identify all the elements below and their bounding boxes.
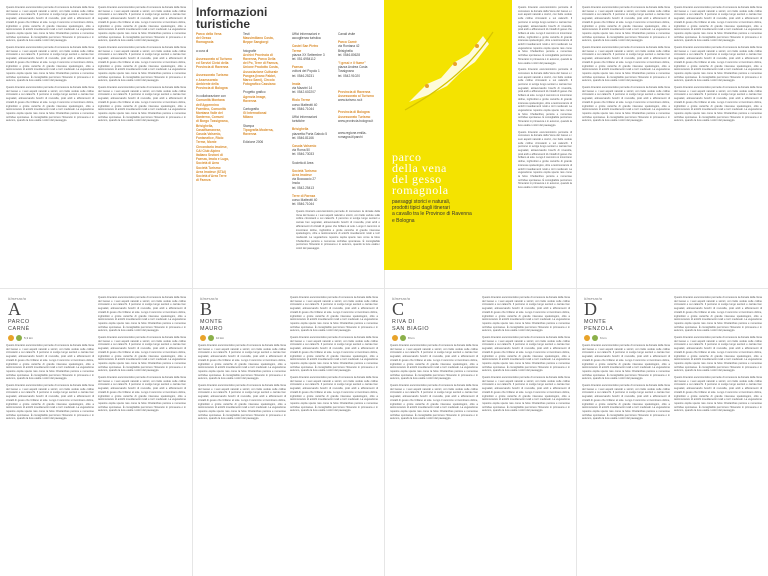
hiking-icon — [584, 335, 590, 341]
info-line: Terme, Monte — [196, 140, 217, 145]
info-line: Progetto grafico — [243, 90, 266, 95]
text-column: Questo itinerario escursionistico permette di conoscere la dorsale della Vena del Gesso e i suoi aspetti naturali e storici, con belle vedute sulle colline circostanti e sui calanchi. Il percorso si svolge lungo sentieri e carraie ben segnalati, attraversando boschi di roverella, prati aridi e affioramenti di cristalli di gesso che brillano al sole. Lungo il cammino si incontrano doline, inghiottitoi e grotte carsiche di grande interesse speleologico, oltre a testimonianze di antichi insediamenti rurali e torri medievali. La vegetazione rupestre ospita specie rare come la felce Cheilanthes persica e numerose orchidee spontanee. È consigliabile percorrere l'itinerario in primavera o in autunno, quando la luce esalta i colori del paesaggio. Questo itinerario escursionistico permette di conoscere la dorsale della Vena del Gesso e i suoi aspetti naturali e storici, con belle vedute sulle colline circostanti e sui calanchi. Il percorso si svolge lungo sentieri e carraie ben segnalati, attraversando boschi di roverella, prati aridi e affioramenti di cristalli di gesso che brillano al sole. Lungo il cammino si incontrano doline, inghiottitoi e grotte carsiche di grande interesse speleologico, oltre a testimonianze di antichi insediamenti rurali e torri medievali. La vegetazione rupestre ospita specie rare come la felce Cheilanthes persica e numerose orchidee spontanee. È consigliabile percorrere l'itinerario in primavera o in autunno, quando la luce esalta i colori del paesaggio. — [582, 344, 670, 421]
hiking-icon — [200, 335, 206, 341]
info-line: Assessorato al Turismo — [338, 94, 374, 99]
info-line: Uffici informazioni e — [292, 32, 320, 36]
info-line: Ravenna — [243, 98, 257, 103]
info-line: piazza XX Settembre 3 — [292, 52, 325, 57]
info-line: in collaborazione con — [196, 94, 226, 99]
info-line: Beppe Sangiorgi — [243, 40, 269, 45]
info-line: Imola — [292, 181, 300, 186]
text-column: Questo itinerario escursionistico permette di conoscere la dorsale della Vena del Gesso e i suoi aspetti naturali e storici, con belle vedute sulle colline circostanti e sui calanchi. Il percorso si svolge lungo sentieri e carraie ben segnalati, attraversando boschi di roverella, prati aridi e affioramenti di cristalli di gesso che brillano al sole. Lungo il cammino si incontrano doline, inghiottitoi e grotte carsiche di grande interesse speleologico, oltre a testimonianze di antichi insediamenti rurali e torri medievali. La vegetazione rupestre ospita specie rare come la felce Cheilanthes persica e numerose orchidee spontanee. È consigliabile percorrere l'itinerario in primavera o in autunno, quando la luce esalta i colori del paesaggio. Questo itinerario escursionistico permette di conoscere la dorsale della Vena del Gesso e i suoi aspetti naturali e storici, con belle vedute sulle colline circostanti e sui calanchi. Il percorso si svolge lungo sentieri e carraie ben segnalati, attraversando boschi di roverella, prati aridi e affioramenti di cristalli di gesso che brillano al sole. Lungo il cammino si incontrano doline, inghiottitoi e grotte carsiche di grande interesse speleologico, oltre a testimonianze di antichi insediamenti rurali e torri medievali. La vegetazione rupestre ospita specie rare come la felce Cheilanthes persica e numerose orchidee spontanee. È consigliabile percorrere l'itinerario in primavera o in autunno, quando la luce esalta i colori del paesaggio. Questo itinerario escursionistico permette di conoscere la dorsale della Vena del Gesso e i suoi aspetti naturali e storici, con belle vedute sulle colline circostanti e sui calanchi. Il percorso si svolge lungo sentieri e carraie ben segnalati, attraversando boschi di roverella, prati aridi e affioramenti di cristalli di gesso che brillano al sole. Lungo il cammino si incontrano doline, inghiottitoi e grotte carsiche di grande interesse speleologico, oltre a testimonianze di antichi insediamenti rurali e torri medievali. La vegetazione rupestre ospita specie rare come la felce Cheilanthes persica e numerose orchidee spontanee. È consigliabile percorrere l'itinerario in primavera o in autunno, quando la luce esalta i colori del paesaggio. — [674, 296, 762, 413]
text-column: Questo itinerario escursionistico permette di conoscere la dorsale della Vena del Gesso e i suoi aspetti naturali e storici, con belle vedute sulle colline circostanti e sui calanchi. Il percorso si svolge lungo sentieri e carraie ben segnalati, attraversando boschi di roverella, prati aridi e affioramenti di cristalli di gesso che brillano al sole. Lungo il cammino si incontrano doline, inghiottitoi e grotte carsiche di grande interesse speleologico, oltre a testimonianze di antichi insediamenti rurali e torri medievali. La vegetazione rupestre ospita specie rare come la felce Cheilanthes persica e numerose orchidee spontanee. È consigliabile percorrere l'itinerario in primavera o in autunno, quando la luce esalta i colori del paesaggio. Questo itinerario escursionistico permette di conoscere la dorsale della Vena del Gesso e i suoi aspetti naturali e storici, con belle vedute sulle colline circostanti e sui calanchi. Il percorso si svolge lungo sentieri e carraie ben segnalati, attraversando boschi di roverella, prati aridi e affioramenti di cristalli di gesso che brillano al sole. Lungo il cammino si incontrano doline, inghiottitoi e grotte carsiche di grande interesse speleologico, oltre a testimonianze di antichi insediamenti rurali e torri medievali. La vegetazione rupestre ospita specie rare come la felce Cheilanthes persica e numerose orchidee spontanee. È consigliabile percorrere l'itinerario in primavera o in autunno, quando la luce esalta i colori del paesaggio. Questo itinerario escursionistico permette di conoscere la dorsale della Vena del Gesso e i suoi aspetti naturali e storici, con belle vedute sulle colline circostanti e sui calanchi. Il percorso si svolge lungo sentieri e carraie ben segnalati, attraversando boschi di roverella, prati aridi e affioramenti di cristalli di gesso che brillano al sole. Lungo il cammino si incontrano doline, inghiottitoi e grotte carsiche di grande interesse speleologico, oltre a testimonianze di antichi insediamenti rurali e torri medievali. La vegetazione rupestre ospita specie rare come la felce Cheilanthes persica e numerose orchidee spontanee. È consigliabile percorrere l'itinerario in primavera o in autunno, quando la luce esalta i colori del paesaggio. — [6, 6, 94, 123]
text-column: Questo itinerario escursionistico permette di conoscere la dorsale della Vena del Gesso e i suoi aspetti naturali e storici, con belle vedute sulle colline circostanti e sui calanchi. Il percorso si svolge lungo sentieri e carraie ben segnalati, attraversando boschi di roverella, prati aridi e affioramenti di cristalli di gesso che brillano al sole. Lungo il cammino si incontrano doline, inghiottitoi e grotte carsiche di grande interesse speleologico, oltre a testimonianze di antichi insediamenti rurali e torri medievali. La vegetazione rupestre ospita specie rare come la felce Cheilanthes persica e numerose orchidee spontanee. È consigliabile percorrere l'itinerario in primavera o in autunno, quando la luce esalta i colori del paesaggio. Questo itinerario escursionistico permette di conoscere la dorsale della Vena del Gesso e i suoi aspetti naturali e storici, con belle vedute sulle colline circostanti e sui calanchi. Il percorso si svolge lungo sentieri e carraie ben segnalati, attraversando boschi di roverella, prati aridi e affioramenti di cristalli di gesso che brillano al sole. Lungo il cammino si incontrano doline, inghiottitoi e grotte carsiche di grande interesse speleologico, oltre a testimonianze di antichi insediamenti rurali e torri medievali. La vegetazione rupestre ospita specie rare come la felce Cheilanthes persica e numerose orchidee spontanee. È consigliabile percorrere l'itinerario in primavera o in autunno, quando la luce esalta i colori del paesaggio. Questo itinerario escursionistico permette di conoscere la dorsale della Vena del Gesso e i suoi aspetti naturali e storici, con belle vedute sulle colline circostanti e sui calanchi. Il percorso si svolge lungo sentieri e carraie ben segnalati, attraversando boschi di roverella, prati aridi e affioramenti di cristalli di gesso che brillano al sole. Lungo il cammino si incontrano doline, inghiottitoi e grotte carsiche di grande interesse speleologico, oltre a testimonianze di antichi insediamenti rurali e torri medievali. La vegetazione rupestre ospita specie rare come la felce Cheilanthes persica e numerose orchidee spontanee. È consigliabile percorrere l'itinerario in primavera o in autunno, quando la luce esalta i colori del paesaggio. — [98, 6, 186, 123]
nature-icon — [592, 335, 598, 341]
info-line: di Faenza — [196, 178, 211, 183]
cover-subtitle: paesaggi storici e naturali, prodotti tipici dagli itinerari a cavallo tra le Province di Ravenna e Bologna — [392, 199, 472, 224]
info-line: www.provincia.bologna.it — [338, 118, 374, 123]
info-line: Romagnola — [196, 40, 214, 45]
fold-line — [0, 288, 768, 289]
info-line: Società Turismo — [292, 168, 317, 173]
info-line: Società di Area — [196, 161, 219, 166]
info-line: Società di Area — [292, 160, 314, 165]
info-line: via Roma 50 — [292, 148, 310, 153]
info-line: via Rontana 42 — [338, 44, 360, 49]
info-line: Marco Sami), Circolo — [243, 78, 275, 83]
info-line: tel. 0542.602207 — [292, 90, 316, 95]
text-column: Questo itinerario escursionistico permette di conoscere la dorsale della Vena del Gesso e i suoi aspetti naturali e storici, con belle vedute sulle colline circostanti e sui calanchi. Il percorso si svolge lungo sentieri e carraie ben segnalati, attraversando boschi di roverella, prati aridi e affioramenti di cristalli di gesso che brillano al sole. Lungo il cammino si incontrano doline, inghiottitoi e grotte carsiche di grande interesse speleologico, oltre a testimonianze di antichi insediamenti rurali e torri medievali. La vegetazione rupestre ospita specie rare come la felce Cheilanthes persica e numerose orchidee spontanee. È consigliabile percorrere l'itinerario in primavera o in autunno, quando la luce esalta i colori del paesaggio. Questo itinerario escursionistico permette di conoscere la dorsale della Vena del Gesso e i suoi aspetti naturali e storici, con belle vedute sulle colline circostanti e sui calanchi. Il percorso si svolge lungo sentieri e carraie ben segnalati, attraversando boschi di roverella, prati aridi e affioramenti di cristalli di gesso che brillano al sole. Lungo il cammino si incontrano doline, inghiottitoi e grotte carsiche di grande interesse speleologico, oltre a testimonianze di antichi insediamenti rurali e torri medievali. La vegetazione rupestre ospita specie rare come la felce Cheilanthes persica e numerose orchidee spontanee. È consigliabile percorrere l'itinerario in primavera o in autunno, quando la luce esalta i colori del paesaggio. Questo itinerario escursionistico permette di conoscere la dorsale della Vena del Gesso e i suoi aspetti naturali e storici, con belle vedute sulle colline circostanti e sui calanchi. Il percorso si svolge lungo sentieri e carraie ben segnalati, attraversando boschi di roverella, prati aridi e affioramenti di cristalli di gesso che brillano al sole. Lungo il cammino si incontrano doline, inghiottitoi e grotte carsiche di grande interesse speleologico, oltre a testimonianze di antichi insediamenti rurali e torri medievali. La vegetazione rupestre ospita specie rare come la felce Cheilanthes persica e numerose orchidee spontanee. È consigliabile percorrere l'itinerario in primavera o in autunno, quando la luce esalta i colori del paesaggio. — [518, 6, 572, 190]
nature-icon — [16, 335, 22, 341]
info-line: accoglienza turistica — [292, 36, 321, 41]
text-column: Questo itinerario escursionistico permette di conoscere la dorsale della Vena del Gesso e i suoi aspetti naturali e storici, con belle vedute sulle colline circostanti e sui calanchi. Il percorso si svolge lungo sentieri e carraie ben segnalati, attraversando boschi di roverella, prati aridi e affioramenti di cristalli di gesso che brillano al sole. Lungo il cammino si incontrano doline, inghiottitoi e grotte carsiche di grande interesse speleologico, oltre a testimonianze di antichi insediamenti rurali e torri medievali. La vegetazione rupestre ospita specie rare come la felce Cheilanthes persica e numerose orchidee spontanee. È consigliabile percorrere l'itinerario in primavera o in autunno, quando la luce esalta i colori del paesaggio. Questo itinerario escursionistico permette di conoscere la dorsale della Vena del Gesso e i suoi aspetti naturali e storici, con belle vedute sulle colline circostanti e sui calanchi. Il percorso si svolge lungo sentieri e carraie ben segnalati, attraversando boschi di roverella, prati aridi e affioramenti di cristalli di gesso che brillano al sole. Lungo il cammino si incontrano doline, inghiottitoi e grotte carsiche di grande interesse speleologico, oltre a testimonianze di antichi insediamenti rurali e torri medievali. La vegetazione rupestre ospita specie rare come la felce Cheilanthes persica e numerose orchidee spontanee. È consigliabile percorrere l'itinerario in primavera o in autunno, quando la luce esalta i colori del paesaggio. — [390, 344, 478, 421]
info-line: Associazione Culturale — [243, 69, 279, 74]
info-line: Assessorato Turismo — [338, 114, 371, 119]
info-line: Montana Valle del — [196, 111, 223, 116]
hiking-icon — [8, 335, 14, 341]
info-line: tel. 0546.81166 — [292, 135, 314, 140]
info-line: Ravenna — [243, 132, 257, 137]
info-line: tel. 0546.80628 — [338, 52, 360, 57]
info-line: Terme — [292, 48, 302, 53]
info-line: Agenzia Image, — [243, 94, 267, 99]
info-line: Assessorato Turismo — [196, 73, 229, 78]
info-line: Provincia di Bologna — [338, 110, 370, 115]
text-column: Questo itinerario escursionistico permette di conoscere la dorsale della Vena del Gesso e i suoi aspetti naturali e storici, con belle vedute sulle colline circostanti e sui calanchi. Il percorso si svolge lungo sentieri e carraie ben segnalati, attraversando boschi di roverella, prati aridi e affioramenti di cristalli di gesso che brillano al sole. Lungo il cammino si incontrano doline, inghiottitoi e grotte carsiche di grande interesse speleologico, oltre a testimonianze di antichi insediamenti rurali e torri medievali. La vegetazione rupestre ospita specie rare come la felce Cheilanthes persica e numerose orchidee spontanee. È consigliabile percorrere l'itinerario in primavera o in autunno, quando la luce esalta i colori del paesaggio. Questo itinerario escursionistico permette di conoscere la dorsale della Vena del Gesso e i suoi aspetti naturali e storici, con belle vedute sulle colline circostanti e sui calanchi. Il percorso si svolge lungo sentieri e carraie ben segnalati, attraversando boschi di roverella, prati aridi e affioramenti di cristalli di gesso che brillano al sole. Lungo il cammino si incontrano doline, inghiottitoi e grotte carsiche di grande interesse speleologico, oltre a testimonianze di antichi insediamenti rurali e torri medievali. La vegetazione rupestre ospita specie rare come la felce Cheilanthes persica e numerose orchidee spontanee. È consigliabile percorrere l'itinerario in primavera o in autunno, quando la luce esalta i colori del paesaggio. — [6, 344, 94, 421]
info-column — [196, 32, 240, 183]
hiking-icon — [392, 335, 398, 341]
info-line: Circondario Imolese, — [196, 144, 228, 149]
nature-icon — [208, 335, 214, 341]
text-column: Questo itinerario escursionistico permette di conoscere la dorsale della Vena del Gesso e i suoi aspetti naturali e storici, con belle vedute sulle colline circostanti e sui calanchi. Il percorso si svolge lungo sentieri e carraie ben segnalati, attraversando boschi di roverella, prati aridi e affioramenti di cristalli di gesso che brillano al sole. Lungo il cammino si incontrano doline, inghiottitoi e grotte carsiche di grande interesse speleologico, oltre a testimonianze di antichi insediamenti rurali e torri medievali. La vegetazione rupestre ospita specie rare come la felce Cheilanthes persica e numerose orchidee spontanee. È consigliabile percorrere l'itinerario in primavera o in autunno, quando la luce esalta i colori del paesaggio. Questo itinerario escursionistico permette di conoscere la dorsale della Vena del Gesso e i suoi aspetti naturali e storici, con belle vedute sulle colline circostanti e sui calanchi. Il percorso si svolge lungo sentieri e carraie ben segnalati, attraversando boschi di roverella, prati aridi e affioramenti di cristalli di gesso che brillano al sole. Lungo il cammino si incontrano doline, inghiottitoi e grotte carsiche di grande interesse speleologico, oltre a testimonianze di antichi insediamenti rurali e torri medievali. La vegetazione rupestre ospita specie rare come la felce Cheilanthes persica e numerose orchidee spontanee. È consigliabile percorrere l'itinerario in primavera o in autunno, quando la luce esalta i colori del paesaggio. Questo itinerario escursionistico permette di conoscere la dorsale della Vena del Gesso e i suoi aspetti naturali e storici, con belle vedute sulle colline circostanti e sui calanchi. Il percorso si svolge lungo sentieri e carraie ben segnalati, attraversando boschi di roverella, prati aridi e affioramenti di cristalli di gesso che brillano al sole. Lungo il cammino si incontrano doline, inghiottitoi e grotte carsiche di grande interesse speleologico, oltre a testimonianze di antichi insediamenti rurali e torri medievali. La vegetazione rupestre ospita specie rare come la felce Cheilanthes persica e numerose orchidee spontanee. È consigliabile percorrere l'itinerario in primavera o in autunno, quando la luce esalta i colori del paesaggio. — [290, 296, 378, 413]
cover-title: parco della vena del gesso romagnola — [392, 150, 449, 197]
info-line: Società d'Area Terre — [196, 174, 227, 179]
info-line: Castel San Pietro — [292, 44, 319, 49]
info-line: Casalfiumanese, — [196, 127, 222, 132]
info-line: Ambiente della — [196, 81, 219, 86]
info-line: Faenza, Imola e Lugo, — [196, 157, 230, 162]
info-line: Terre di Faenza — [292, 193, 316, 198]
info-line: Cartografia — [243, 107, 259, 112]
info-line: Italiano Sezioni di — [196, 153, 223, 158]
info-line: Provincia di Ravenna — [196, 65, 229, 70]
info-line: del Po, Terre di Faenza, — [243, 61, 279, 66]
route-heading-d: itinerario D MONTE PENZOLA 6 km — [584, 296, 614, 340]
info-line: tel. 0542.25413 — [292, 185, 314, 190]
info-line: voltoni del Popolo 1 — [292, 69, 320, 74]
info-line: CAI Club Alpino — [196, 148, 221, 153]
info-line: Riolo Terme — [292, 98, 311, 103]
info-line: GI International — [243, 111, 267, 116]
info-line: corso Matteotti 40 — [292, 198, 318, 203]
info-line: Provincia di Ravenna — [338, 89, 371, 94]
info-line: turistiche — [292, 119, 305, 124]
route-heading-a: itinerario A PARCO CARNÈ 5,3 km — [8, 296, 34, 340]
info-line: Canali visite — [338, 32, 356, 36]
info-line: tel. 0542.91020 — [338, 73, 360, 78]
text-column: Questo itinerario escursionistico permette di conoscere la dorsale della Vena del Gesso e i suoi aspetti naturali e storici, con belle vedute sulle colline circostanti e sui calanchi. Il percorso si svolge lungo sentieri e carraie ben segnalati, attraversando boschi di roverella, prati aridi e affioramenti di cristalli di gesso che brillano al sole. Lungo il cammino si incontrano doline, inghiottitoi e grotte carsiche di grande interesse speleologico, oltre a testimonianze di antichi insediamenti rurali e torri medievali. La vegetazione rupestre ospita specie rare come la felce Cheilanthes persica e numerose orchidee spontanee. È consigliabile percorrere l'itinerario in primavera o in autunno, quando la luce esalta i colori del paesaggio. Questo itinerario escursionistico permette di conoscere la dorsale della Vena del Gesso e i suoi aspetti naturali e storici, con belle vedute sulle colline circostanti e sui calanchi. Il percorso si svolge lungo sentieri e carraie ben segnalati, attraversando boschi di roverella, prati aridi e affioramenti di cristalli di gesso che brillano al sole. Lungo il cammino si incontrano doline, inghiottitoi e grotte carsiche di grande interesse speleologico, oltre a testimonianze di antichi insediamenti rurali e torri medievali. La vegetazione rupestre ospita specie rare come la felce Cheilanthes persica e numerose orchidee spontanee. È consigliabile percorrere l'itinerario in primavera o in autunno, quando la luce esalta i colori del paesaggio. Questo itinerario escursionistico permette di conoscere la dorsale della Vena del Gesso e i suoi aspetti naturali e storici, con belle vedute sulle colline circostanti e sui calanchi. Il percorso si svolge lungo sentieri e carraie ben segnalati, attraversando boschi di roverella, prati aridi e affioramenti di cristalli di gesso che brillano al sole. Lungo il cammino si incontrano doline, inghiottitoi e grotte carsiche di grande interesse speleologico, oltre a testimonianze di antichi insediamenti rurali e torri medievali. La vegetazione rupestre ospita specie rare come la felce Cheilanthes persica e numerose orchidee spontanee. È consigliabile percorrere l'itinerario in primavera o in autunno, quando la luce esalta i colori del paesaggio. — [98, 296, 186, 413]
info-line: Brisighella — [338, 48, 353, 53]
info-line: Uffici informazioni — [292, 115, 318, 120]
info-line: Archivi Provincia di — [243, 52, 273, 57]
info-line: Unione Prodotto Costa, — [243, 65, 279, 70]
info-line: Area Imolese (STAI) — [196, 169, 226, 174]
info-line: e Assessorato — [196, 77, 218, 82]
info-line: fotografie — [243, 48, 257, 53]
info-line: Brisighella, — [196, 123, 214, 128]
info-line: via Boccaccio 27 — [292, 177, 316, 182]
info-line: tel. 051.6954112 — [292, 57, 316, 62]
info-line: piazza Andrea Costa — [338, 65, 368, 70]
info-line: Parco della Vena — [196, 32, 222, 36]
info-line: tel. 0546.71044 — [292, 106, 314, 111]
info-line: tel. 0546.25231 — [292, 73, 314, 78]
info-line: Casola Valsenio — [292, 144, 317, 149]
text-column: Questo itinerario escursionistico permette di conoscere la dorsale della Vena del Gesso e i suoi aspetti naturali e storici, con belle vedute sulle colline circostanti e sui calanchi. Il percorso si svolge lungo sentieri e carraie ben segnalati, attraversando boschi di roverella, prati aridi e affioramenti di cristalli di gesso che brillano al sole. Lungo il cammino si incontrano doline, inghiottitoi e grotte carsiche di grande interesse speleologico, oltre a testimonianze di antichi insediamenti rurali e torri medievali. La vegetazione rupestre ospita specie rare come la felce Cheilanthes persica e numerose orchidee spontanee. È consigliabile percorrere l'itinerario in primavera o in autunno, quando la luce esalta i colori del paesaggio. Questo itinerario escursionistico permette di conoscere la dorsale della Vena del Gesso e i suoi aspetti naturali e storici, con belle vedute sulle colline circostanti e sui calanchi. Il percorso si svolge lungo sentieri e carraie ben segnalati, attraversando boschi di roverella, prati aridi e affioramenti di cristalli di gesso che brillano al sole. Lungo il cammino si incontrano doline, inghiottitoi e grotte carsiche di grande interesse speleologico, oltre a testimonianze di antichi insediamenti rurali e torri medievali. La vegetazione rupestre ospita specie rare come la felce Cheilanthes persica e numerose orchidee spontanee. È consigliabile percorrere l'itinerario in primavera o in autunno, quando la luce esalta i colori del paesaggio. Questo itinerario escursionistico permette di conoscere la dorsale della Vena del Gesso e i suoi aspetti naturali e storici, con belle vedute sulle colline circostanti e sui calanchi. Il percorso si svolge lungo sentieri e carraie ben segnalati, attraversando boschi di roverella, prati aridi e affioramenti di cristalli di gesso che brillano al sole. Lungo il cammino si incontrano doline, inghiottitoi e grotte carsiche di grande interesse speleologico, oltre a testimonianze di antichi insediamenti rurali e torri medievali. La vegetazione rupestre ospita specie rare come la felce Cheilanthes persica e numerose orchidee spontanee. È consigliabile percorrere l'itinerario in primavera o in autunno, quando la luce esalta i colori del paesaggio. — [482, 296, 570, 413]
info-column — [243, 32, 289, 144]
info-line: Faenza — [292, 65, 303, 70]
text-column: Questo itinerario escursionistico permette di conoscere la dorsale della Vena del Gesso e i suoi aspetti naturali e storici, con belle vedute sulle colline circostanti e sui calanchi. Il percorso si svolge lungo sentieri e carraie ben segnalati, attraversando boschi di roverella, prati aridi e affioramenti di cristalli di gesso che brillano al sole. Lungo il cammino si incontrano doline, inghiottitoi e grotte carsiche di grande interesse speleologico, oltre a testimonianze di antichi insediamenti rurali e torri medievali. La vegetazione rupestre ospita specie rare come la felce Cheilanthes persica e numerose orchidee spontanee. È consigliabile percorrere l'itinerario in primavera o in autunno, quando la luce esalta i colori del paesaggio. — [296, 210, 380, 251]
info-line: Ravenna, Parco Della — [243, 57, 276, 62]
info-line: via Mazzini 14 — [292, 86, 313, 91]
info-line: di Borgo Tossignano, — [196, 119, 229, 124]
info-line: Testi — [243, 32, 250, 36]
info-line: Faentino, Comunità — [196, 106, 226, 111]
info-line: Area Imolese — [292, 173, 312, 178]
info-line: Fontanelice, Riolo — [196, 136, 224, 141]
text-column: Questo itinerario escursionistico permette di conoscere la dorsale della Vena del Gesso e i suoi aspetti naturali e storici, con belle vedute sulle colline circostanti e sui calanchi. Il percorso si svolge lungo sentieri e carraie ben segnalati, attraversando boschi di roverella, prati aridi e affioramenti di cristalli di gesso che brillano al sole. Lungo il cammino si incontrano doline, inghiottitoi e grotte carsiche di grande interesse speleologico, oltre a testimonianze di antichi insediamenti rurali e torri medievali. La vegetazione rupestre ospita specie rare come la felce Cheilanthes persica e numerose orchidee spontanee. È consigliabile percorrere l'itinerario in primavera o in autunno, quando la luce esalta i colori del paesaggio. Questo itinerario escursionistico permette di conoscere la dorsale della Vena del Gesso e i suoi aspetti naturali e storici, con belle vedute sulle colline circostanti e sui calanchi. Il percorso si svolge lungo sentieri e carraie ben segnalati, attraversando boschi di roverella, prati aridi e affioramenti di cristalli di gesso che brillano al sole. Lungo il cammino si incontrano doline, inghiottitoi e grotte carsiche di grande interesse speleologico, oltre a testimonianze di antichi insediamenti rurali e torri medievali. La vegetazione rupestre ospita specie rare come la felce Cheilanthes persica e numerose orchidee spontanee. È consigliabile percorrere l'itinerario in primavera o in autunno, quando la luce esalta i colori del paesaggio. Questo itinerario escursionistico permette di conoscere la dorsale della Vena del Gesso e i suoi aspetti naturali e storici, con belle vedute sulle colline circostanti e sui calanchi. Il percorso si svolge lungo sentieri e carraie ben segnalati, attraversando boschi di roverella, prati aridi e affioramenti di cristalli di gesso che brillano al sole. Lungo il cammino si incontrano doline, inghiottitoi e grotte carsiche di grande interesse speleologico, oltre a testimonianze di antichi insediamenti rurali e torri medievali. La vegetazione rupestre ospita specie rare come la felce Cheilanthes persica e numerose orchidee spontanee. È consigliabile percorrere l'itinerario in primavera o in autunno, quando la luce esalta i colori del paesaggio. — [674, 6, 762, 123]
info-line: romagna.it/parchi — [338, 135, 363, 140]
info-line: Casola Valsenio, — [196, 132, 222, 137]
info-line: dell'Appennino — [196, 102, 219, 107]
info-line: a cura di — [196, 48, 209, 53]
info-line: Fotografico Cassiano — [243, 82, 276, 87]
info-line: del Gesso — [196, 36, 212, 41]
info-column — [292, 32, 338, 207]
info-line: Edizione 2006 — [243, 140, 264, 145]
info-line: Imola — [292, 81, 301, 86]
info-line: tel. 0546.73033 — [292, 152, 314, 157]
info-line: "I gessi e il fiume" — [338, 61, 366, 66]
info-line: www.regione.emilia- — [338, 131, 367, 136]
route-heading-c: itinerario C RIVA DI SAN BIAGIO 8 km — [392, 296, 430, 340]
info-line: piazzetta Porta Gabolo 5 — [292, 131, 328, 136]
text-column: Questo itinerario escursionistico permette di conoscere la dorsale della Vena del Gesso e i suoi aspetti naturali e storici, con belle vedute sulle colline circostanti e sui calanchi. Il percorso si svolge lungo sentieri e carraie ben segnalati, attraversando boschi di roverella, prati aridi e affioramenti di cristalli di gesso che brillano al sole. Lungo il cammino si incontrano doline, inghiottitoi e grotte carsiche di grande interesse speleologico, oltre a testimonianze di antichi insediamenti rurali e torri medievali. La vegetazione rupestre ospita specie rare come la felce Cheilanthes persica e numerose orchidee spontanee. È consigliabile percorrere l'itinerario in primavera o in autunno, quando la luce esalta i colori del paesaggio. Questo itinerario escursionistico permette di conoscere la dorsale della Vena del Gesso e i suoi aspetti naturali e storici, con belle vedute sulle colline circostanti e sui calanchi. Il percorso si svolge lungo sentieri e carraie ben segnalati, attraversando boschi di roverella, prati aridi e affioramenti di cristalli di gesso che brillano al sole. Lungo il cammino si incontrano doline, inghiottitoi e grotte carsiche di grande interesse speleologico, oltre a testimonianze di antichi insediamenti rurali e torri medievali. La vegetazione rupestre ospita specie rare come la felce Cheilanthes persica e numerose orchidee spontanee. È consigliabile percorrere l'itinerario in primavera o in autunno, quando la luce esalta i colori del paesaggio. Questo itinerario escursionistico permette di conoscere la dorsale della Vena del Gesso e i suoi aspetti naturali e storici, con belle vedute sulle colline circostanti e sui calanchi. Il percorso si svolge lungo sentieri e carraie ben segnalati, attraversando boschi di roverella, prati aridi e affioramenti di cristalli di gesso che brillano al sole. Lungo il cammino si incontrano doline, inghiottitoi e grotte carsiche di grande interesse speleologico, oltre a testimonianze di antichi insediamenti rurali e torri medievali. La vegetazione rupestre ospita specie rare come la felce Cheilanthes persica e numerose orchidee spontanee. È consigliabile percorrere l'itinerario in primavera o in autunno, quando la luce esalta i colori del paesaggio. — [582, 6, 670, 123]
info-line: Parco Carnè — [338, 40, 357, 45]
info-line: Tipografia Moderna, — [243, 127, 274, 132]
info-line: Pangea (Ivano Fabbri, — [243, 73, 277, 78]
info-line: ed Servizi Civici della — [196, 61, 229, 66]
nature-icon — [400, 335, 406, 341]
info-line: Società Turismo — [196, 165, 221, 170]
info-line: Comunità Montana — [196, 98, 225, 103]
info-line: corso Matteotti 40 — [292, 102, 318, 107]
info-line: Tossignano — [338, 69, 355, 74]
info-line: Massimiliano Costa, — [243, 36, 274, 41]
info-column — [338, 32, 382, 139]
info-line: Provincia di Bologna — [196, 86, 228, 91]
info-title: Informazioni turistiche — [196, 5, 268, 31]
text-column: Questo itinerario escursionistico permette di conoscere la dorsale della Vena del Gesso e i suoi aspetti naturali e storici, con belle vedute sulle colline circostanti e sui calanchi. Il percorso si svolge lungo sentieri e carraie ben segnalati, attraversando boschi di roverella, prati aridi e affioramenti di cristalli di gesso che brillano al sole. Lungo il cammino si incontrano doline, inghiottitoi e grotte carsiche di grande interesse speleologico, oltre a testimonianze di antichi insediamenti rurali e torri medievali. La vegetazione rupestre ospita specie rare come la felce Cheilanthes persica e numerose orchidee spontanee. È consigliabile percorrere l'itinerario in primavera o in autunno, quando la luce esalta i colori del paesaggio. Questo itinerario escursionistico permette di conoscere la dorsale della Vena del Gesso e i suoi aspetti naturali e storici, con belle vedute sulle colline circostanti e sui calanchi. Il percorso si svolge lungo sentieri e carraie ben segnalati, attraversando boschi di roverella, prati aridi e affioramenti di cristalli di gesso che brillano al sole. Lungo il cammino si incontrano doline, inghiottitoi e grotte carsiche di grande interesse speleologico, oltre a testimonianze di antichi insediamenti rurali e torri medievali. La vegetazione rupestre ospita specie rare come la felce Cheilanthes persica e numerose orchidee spontanee. È consigliabile percorrere l'itinerario in primavera o in autunno, quando la luce esalta i colori del paesaggio. — [198, 344, 286, 421]
info-line: Santerno, Comuni — [196, 115, 224, 120]
park-map-illustration — [397, 14, 497, 118]
info-line: Assessorato al Turismo — [196, 56, 232, 61]
info-line: tel. 0546.71044 — [292, 202, 314, 207]
info-line: Stampa — [243, 123, 254, 128]
route-heading-b: itinerario B MONTE MAURO 10 km — [200, 296, 225, 340]
info-line: Milano — [243, 115, 254, 120]
info-line: Brisighella — [292, 127, 309, 132]
info-line: www.turismo.ra.it — [338, 98, 363, 103]
